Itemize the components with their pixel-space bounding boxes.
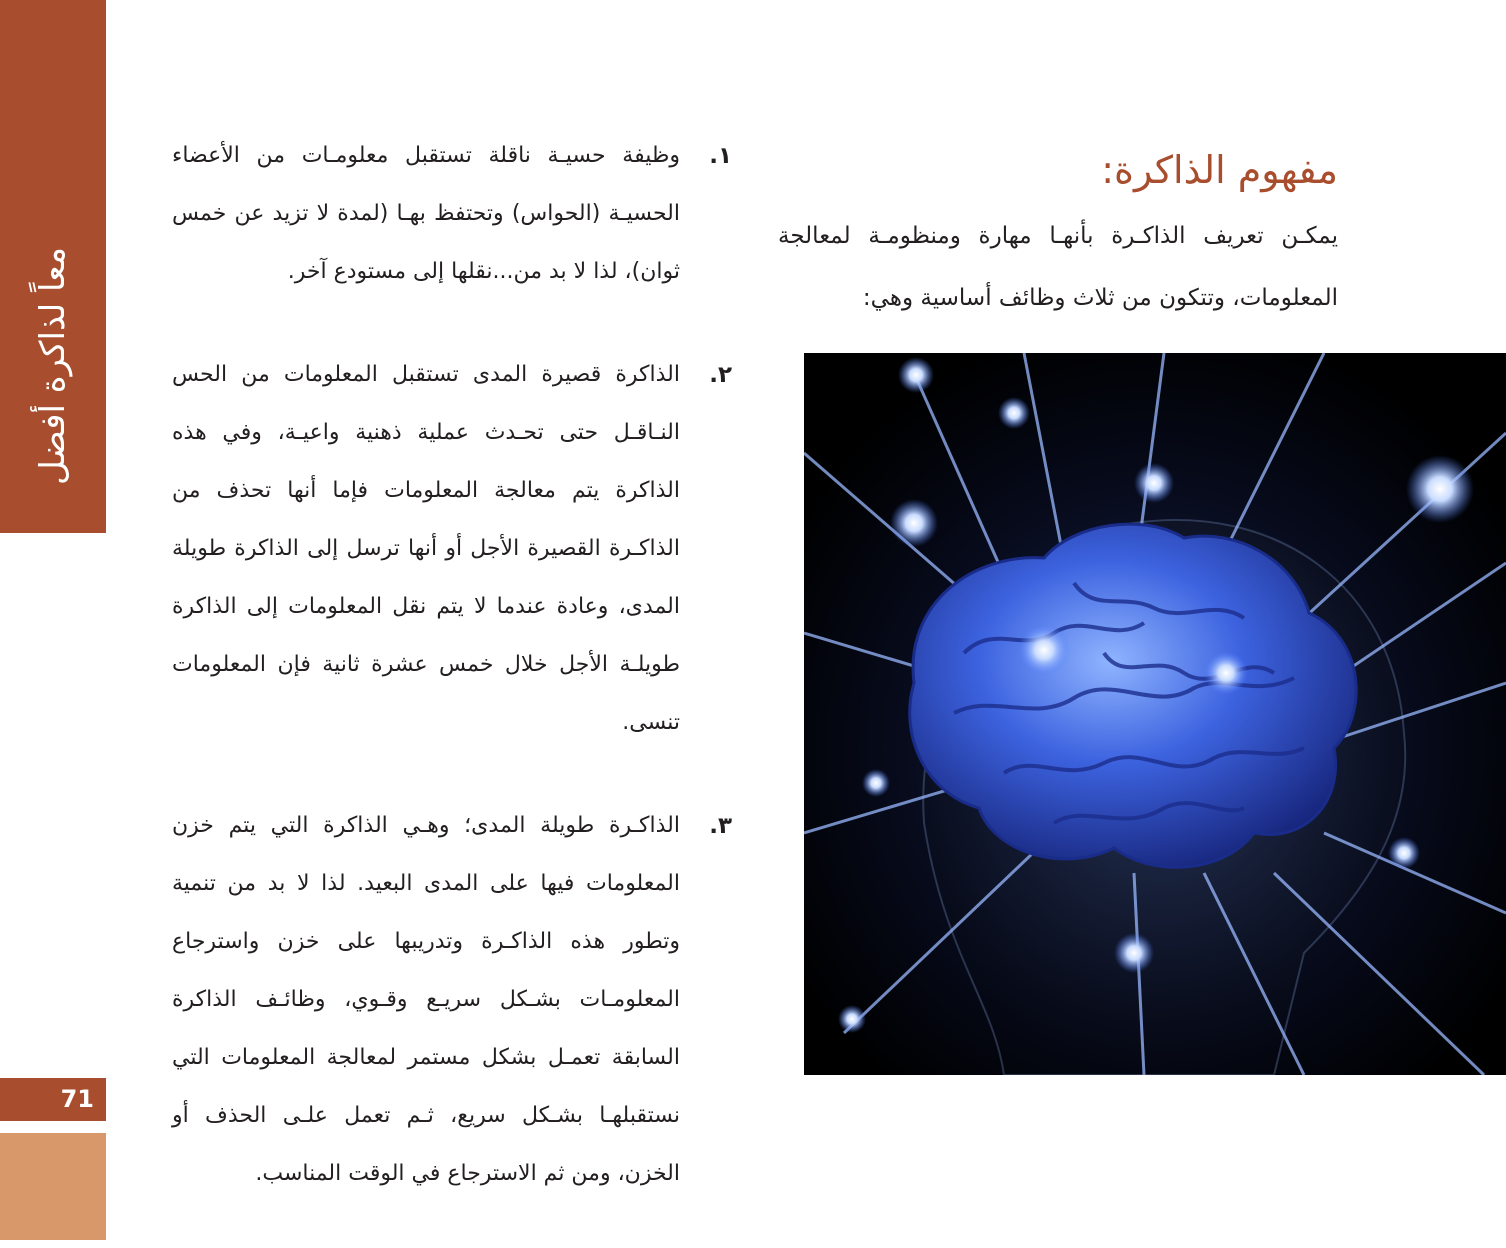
section-title: مفهوم الذاكرة: [1101,148,1338,192]
intro-paragraph: يمكـن تعريف الذاكـرة بأنهـا مهارة ومنظومـة لمعالجة المعلومات، وتتكون من ثلاث وظائف أساسية وهي: [778,223,1338,311]
bottom-color-block [0,1133,106,1240]
list-item-number: ٣. [709,813,732,839]
book-title: معاً لذاكرة أفضل [33,247,73,485]
brain-illustration [804,353,1506,1075]
list-item [172,127,732,301]
brain-neuron-graphic [804,353,1506,1075]
memory-functions-list [172,127,732,1248]
list-item-text: الذاكرة قصيرة المدى تستقبل المعلومات من الحس النـاقـل حتى تحـدث عملية ذهنية واعيـة، وفي هذه الذاكرة يتم معالجة المعلومات فإما أنها تحذف من الذاكـرة القصيرة الأجل أو أنها ترسل إلى الذاكرة طويلة المدى، وعادة عندما لا يتم نقل المعلومات إلى الذاكرة طويلـة الأجل خلال خمس عشرة ثانية فإن المعلومات تنسى. [172,362,680,735]
list-item-number: ٢. [709,362,732,388]
list-item [172,346,732,752]
list-item [172,797,732,1203]
list-item-text: الذاكـرة طويلة المدى؛ وهـي الذاكرة التي يتم خزن المعلومات فيها على المدى البعيد. لذا لا بد من تنمية وتطور هذه الذاكـرة وتدريبها على خزن واسترجاع المعلومـات بشـكل سريـع وقـوي، وظائـف الذاكرة السابقة تعمـل بشكل مستمر لمعالجة المعلومات التي نستقبلهـا بشـكل سريع، ثـم تعمل علـى الحذف أو الخزن، ومن ثم الاسترجاع في الوقت المناسب. [172,813,680,1186]
list-item-text: وظيفة حسيـة ناقلة تستقبل معلومـات من الأعضاء الحسيـة (الحواس) وتحتفظ بهـا (لمدة لا تزيد عن خمس ثوان)، لذا لا بد من...نقلها إلى مستودع آخر. [172,143,680,284]
list-item-number: ١. [709,143,732,169]
page-number: 71 [60,1085,94,1113]
